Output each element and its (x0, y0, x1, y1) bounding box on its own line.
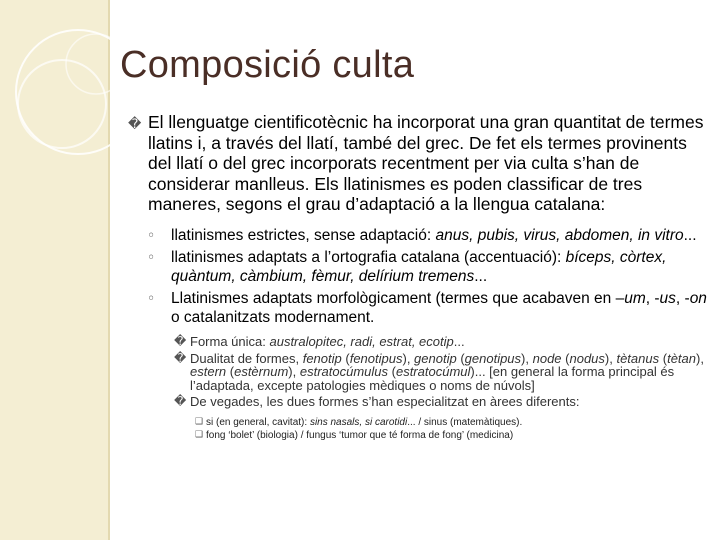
detail-lead: Dualitat de formes, (190, 350, 303, 366)
punct: )... [en general la forma principal és l’adaptada, excepte patologies mèdiques o noms de núvols] (190, 364, 675, 393)
term: estèrnum (234, 364, 289, 379)
punct: ), (696, 350, 704, 366)
term: node (532, 350, 562, 366)
sub-point-examples: anus, pubis, virus, abdomen, in vitro (435, 226, 684, 244)
sub-detail-si (128, 416, 708, 429)
checkbox-bullet-icon: ❑ (195, 429, 204, 440)
sub-point-lead: Llatinismes adaptats morfològicament (termes que acabaven en – (171, 290, 625, 307)
square-bullet-icon: � (174, 350, 187, 365)
sub-detail-examples: sins nasals, si carotidi (309, 416, 408, 428)
term: nodus (569, 350, 605, 366)
term: genotip (414, 350, 457, 366)
sub-point-lead: llatinismes estrictes, sense adaptació: (171, 226, 436, 244)
suffix-on: on (689, 290, 707, 307)
detail-text: De vegades, les dues formes s’han especialitzat en àrees diferents: (190, 394, 580, 409)
sub-detail-lead: si (en general, cavitat): (206, 416, 310, 428)
main-point (128, 112, 708, 215)
sub-point-trail: ... (683, 226, 697, 244)
suffix-us: us (659, 290, 676, 307)
sub-detail-trail: ... / sinus (matemàtiques). (407, 416, 523, 428)
term: genotipus (464, 350, 522, 366)
suffix-separator: , - (645, 290, 660, 307)
detail-examples: australopitec, radi, estrat, ecotip (269, 334, 454, 349)
punct: ( (659, 350, 668, 366)
sub-point-orthographic (128, 249, 708, 286)
suffix-um: um (624, 290, 646, 307)
punct: ( (226, 364, 235, 379)
sub-point-examples: bíceps, còrtex, quàntum, càmbium, fèmur, delírium tremens (171, 249, 667, 285)
sub-point-lead: llatinismes adaptats a l’ortografia catalana (accentuació): (171, 249, 566, 266)
sub-point-trail: o catalanitzats modernament. (171, 308, 375, 326)
sub-detail-text: fong ‘bolet’ (biologia) / fungus ‘tumor que té forma de fong’ (medicina) (206, 429, 514, 441)
main-point-text: El llenguatge cientificotècnic ha incorporat una gran quantitat de termes llatins i, a través del llatí, també del grec. De fet els termes provinents del llatí o del grec incorporats recentment per via culta s’han de considerar manlleus. Els llatinismes es poden classificar de tres maneres, segons el grau d’adaptació a la llengua catalana: (148, 112, 704, 214)
detail-trail: ... (453, 334, 465, 349)
sub-point-strict (128, 227, 708, 246)
punct: ), (521, 350, 533, 366)
ring-bullet-icon: ◦ (147, 291, 156, 307)
sub-detail-fong (128, 429, 708, 442)
suffix-separator: , - (675, 290, 690, 307)
detail-lead: Forma única: (190, 334, 270, 349)
sub-point-trail: ... (474, 267, 488, 285)
term: estratocúmul (395, 364, 471, 379)
ring-bullet-icon: ◦ (147, 250, 156, 266)
punct: ( (388, 364, 396, 379)
term: estern (190, 364, 227, 379)
square-bullet-icon: � (174, 334, 187, 348)
checkbox-bullet-icon: ❑ (195, 416, 204, 427)
punct: ), (402, 350, 415, 366)
ring-bullet-icon: ◦ (147, 227, 156, 244)
square-bullet-icon: � (174, 394, 187, 408)
detail-specialized (128, 395, 708, 409)
detail-dual-forms (128, 352, 708, 393)
square-bullet-icon: � (128, 117, 142, 132)
punct: ), (288, 364, 300, 379)
punct: ), (604, 350, 617, 366)
slide-title: Composició culta (120, 44, 415, 86)
slide-content (128, 112, 708, 442)
punct: ( (456, 350, 465, 366)
punct: ( (341, 350, 350, 366)
term: fenotip (302, 350, 342, 366)
term: fenotipus (349, 350, 403, 366)
term: estratocúmulus (299, 364, 389, 379)
detail-single-form (128, 335, 708, 349)
term: tètanus (616, 350, 660, 366)
sub-point-morphological (128, 290, 708, 327)
punct: ( (561, 350, 570, 366)
term: tètan (667, 350, 696, 366)
